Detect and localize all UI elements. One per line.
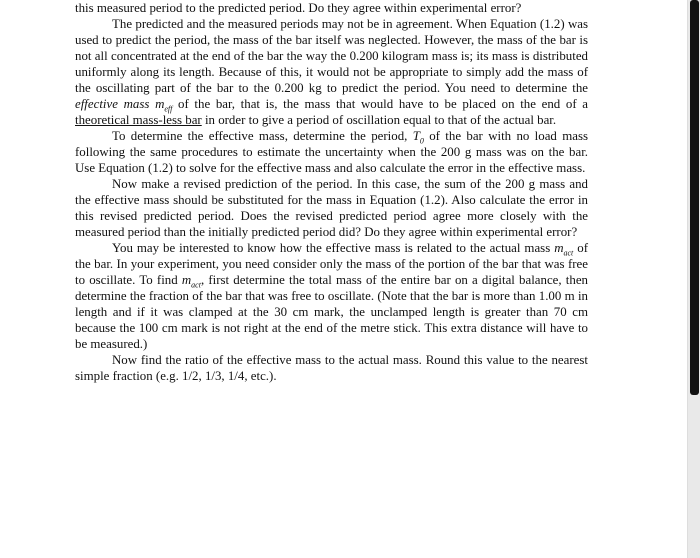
subscript-eff: eff <box>164 104 173 114</box>
symbol-m: m <box>155 97 165 111</box>
effective-mass-term: effective mass <box>75 97 150 111</box>
paragraph-5: Now find the ratio of the effective mass to the actual mass. Round this value to the nearest simple fraction (e.g. 1/2, 1/3, 1/4, etc.). <box>75 353 588 383</box>
document-body <box>75 0 588 384</box>
symbol-m-2: m <box>181 273 192 287</box>
subscript-act-2: act <box>191 280 201 290</box>
paragraph-3: Now make a revised prediction of the period. In this case, the sum of the 200 g mass and the effective mass should be substituted for the mass in Equation (1.2). Also calculate the error in this revised predicted period. Does the revised predicted period agree more closely with the measured period than the initially predicted period did? Do they agree within experimental error? <box>75 177 588 239</box>
subscript-zero: 0 <box>419 136 424 146</box>
paragraph-0: this measured period to the predicted period. Do they agree within experimental error? <box>75 1 522 15</box>
paragraph-1: The predicted and the measured periods may not be in agreement. When Equation (1.2) was used to predict the period, the mass of the bar itself was neglected. However, the mass of the bar is not all concentrated at the end of the bar the way the 0.200 kilogram mass is; its mass is distributed uniformly along its length. Because of this, it would not be appropriate to simply add the mass of the oscillating part of the bar to the 0.200 kg to predict the period. You need to determine the effective mass $m_{eff}$ of the bar, that is, the mass that would have to be placed on the end of a theoretical mass-less bar in order to give a period of oscillation equal to that of the actual bar. <box>75 17 588 127</box>
paragraph-4: You may be interested to know how the effective mass is related to the actual mass $m_{act}$ of the bar. In your experiment, you need consider only the mass of the portion of the bar that was free to oscillate. To find $m_{act}$, first determine the total mass of the entire bar on a digital balance, then determine the fraction of the bar that was free to oscillate. (Note that the bar is more than 1.00 m in length and if it was clamped at the 30 cm mark, the unclamped length is greater than 70 cm because the 100 cm mark is not right at the end of the metre stick. This extra distance will have to be measured.) <box>75 241 588 351</box>
paragraph-2: To determine the effective mass, determine the period, $T_0$ of the bar with no load mass following the same procedures to estimate the uncertainty when the 200 g mass was on the bar. Use Equation (1.2) to solve for the effective mass and also calculate the error in the effective mass. <box>75 129 588 175</box>
symbol-t: T <box>412 129 420 143</box>
scrollbar-thumb[interactable] <box>690 0 699 395</box>
subscript-act-1: act <box>563 248 574 258</box>
scrollbar[interactable] <box>687 0 700 558</box>
symbol-m-1: m <box>554 241 564 255</box>
underlined-phrase: theoretical mass-less bar <box>75 113 202 127</box>
